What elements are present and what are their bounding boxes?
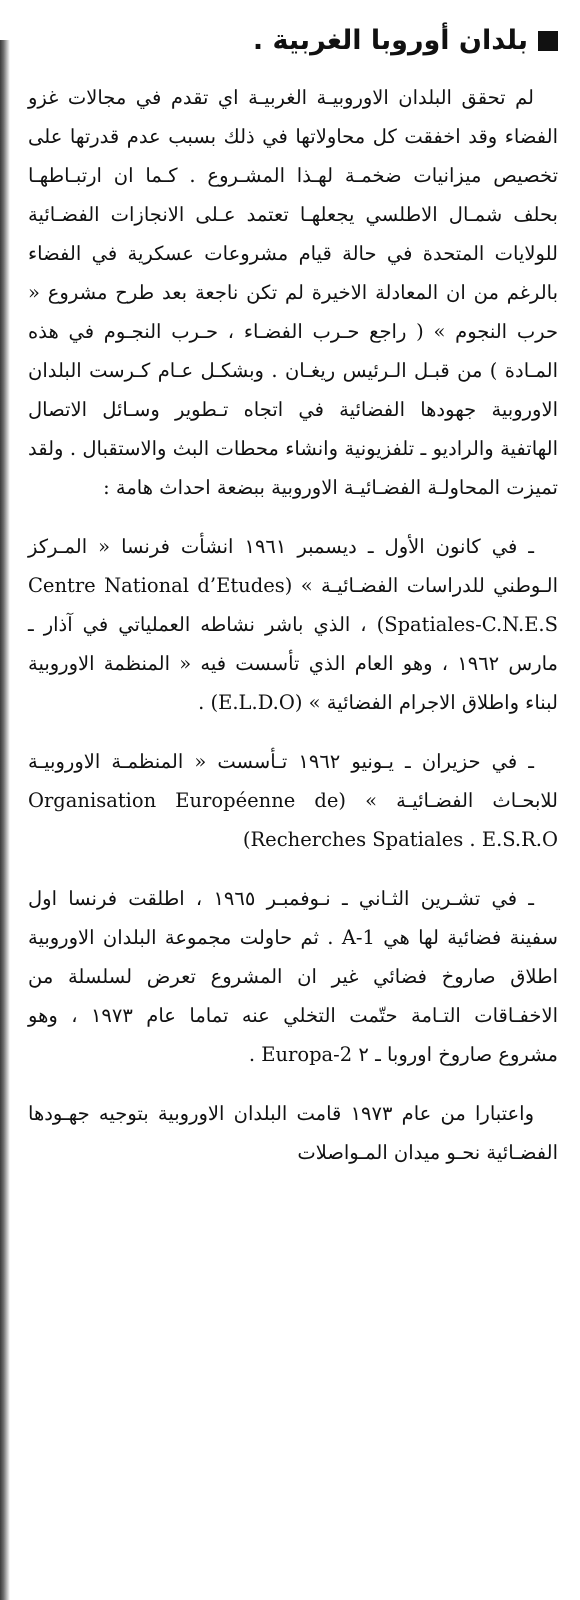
paragraph-europa: ـ في تشـرين الثـاني ـ نـوفمبـر ١٩٦٥ ، اطلقت فرنسا اول سفينة فضائية لها هي A-1 . ثم حاولت مجموعة البلدان الاوروبية اطلاق صاروخ فضائي غير ان المشروع تعرض لسلسلة من الاخفـاقات التـامة حتّمت التخلي عنه تماما عام ١٩٧٣ ، وهو مشروع صاروخ اوروبا ـ ٢ Europa-2 . xyxy=(28,887,558,1066)
text-column xyxy=(28,18,558,1172)
section-heading-text: بلدان أوروبا الغربية . xyxy=(252,25,528,56)
binding-edge xyxy=(0,40,10,1600)
paragraph-esro: ـ في حزيران ـ يـونيو ١٩٦٢ تـأسست « المنظمـة الاوروبيـة للابحـاث الفضـائيـة » (Organisation Européenne de Recherches Spatiales . E.S.R.O) xyxy=(28,750,558,851)
paragraph-cnes: ـ في كانون الأول ـ ديسمبر ١٩٦١ انشأت فرنسا « المـركز الـوطني للدراسات الفضـائيـة » (Centre National d’Etudes Spatiales-C.N.E.S) ، الذي باشر نشاطه العملياتي في آذار ـ مارس ١٩٦٢ ، وهو العام الذي تأسست فيه « المنظمة الاوروبية لبناء واطلاق الاجرام الفضائية » (E.L.D.O) . xyxy=(28,535,558,714)
black-square-icon xyxy=(538,31,558,51)
paragraph-1973: واعتبارا من عام ١٩٧٣ قامت البلدان الاوروبية بتوجيه جهـودها الفضـائية نحـو ميدان المـواصلات xyxy=(28,1102,558,1164)
section-heading xyxy=(28,18,558,64)
paragraph-intro: لم تحقق البلدان الاوروبيـة الغربيـة اي تقدم في مجالات غزو الفضاء وقد اخفقت كل محاولاتها في ذلك بسبب عدم قدرتها على تخصيص ميزانيات ضخمـة لهـذا المشـروع . كـما ان ارتبـاطهـا بحلف شمـال الاطلسي يجعلهـا تعتمد عـلى الانجازات الفضـائية للولايات المتحدة في حالة قيام مشروعات عسكرية في الفضاء بالرغم من ان المعادلة الاخيرة لم تكن ناجعة بعد طرح مشروع « حرب النجوم » ( راجع حـرب الفضـاء ، حـرب النجـوم في هذه المـادة ) من قبـل الـرئيس ريغـان . وبشكـل عـام كـرست البلدان الاوروبية جهودها الفضائية في اتجاه تـطوير وسـائل الاتصال الهاتفية والراديو ـ تلفزيونية وانشاء محطات البث والاستقبال . ولقد تميزت المحاولـة الفضـائيـة الاوروبية ببضعة احداث هامة : xyxy=(28,86,558,499)
